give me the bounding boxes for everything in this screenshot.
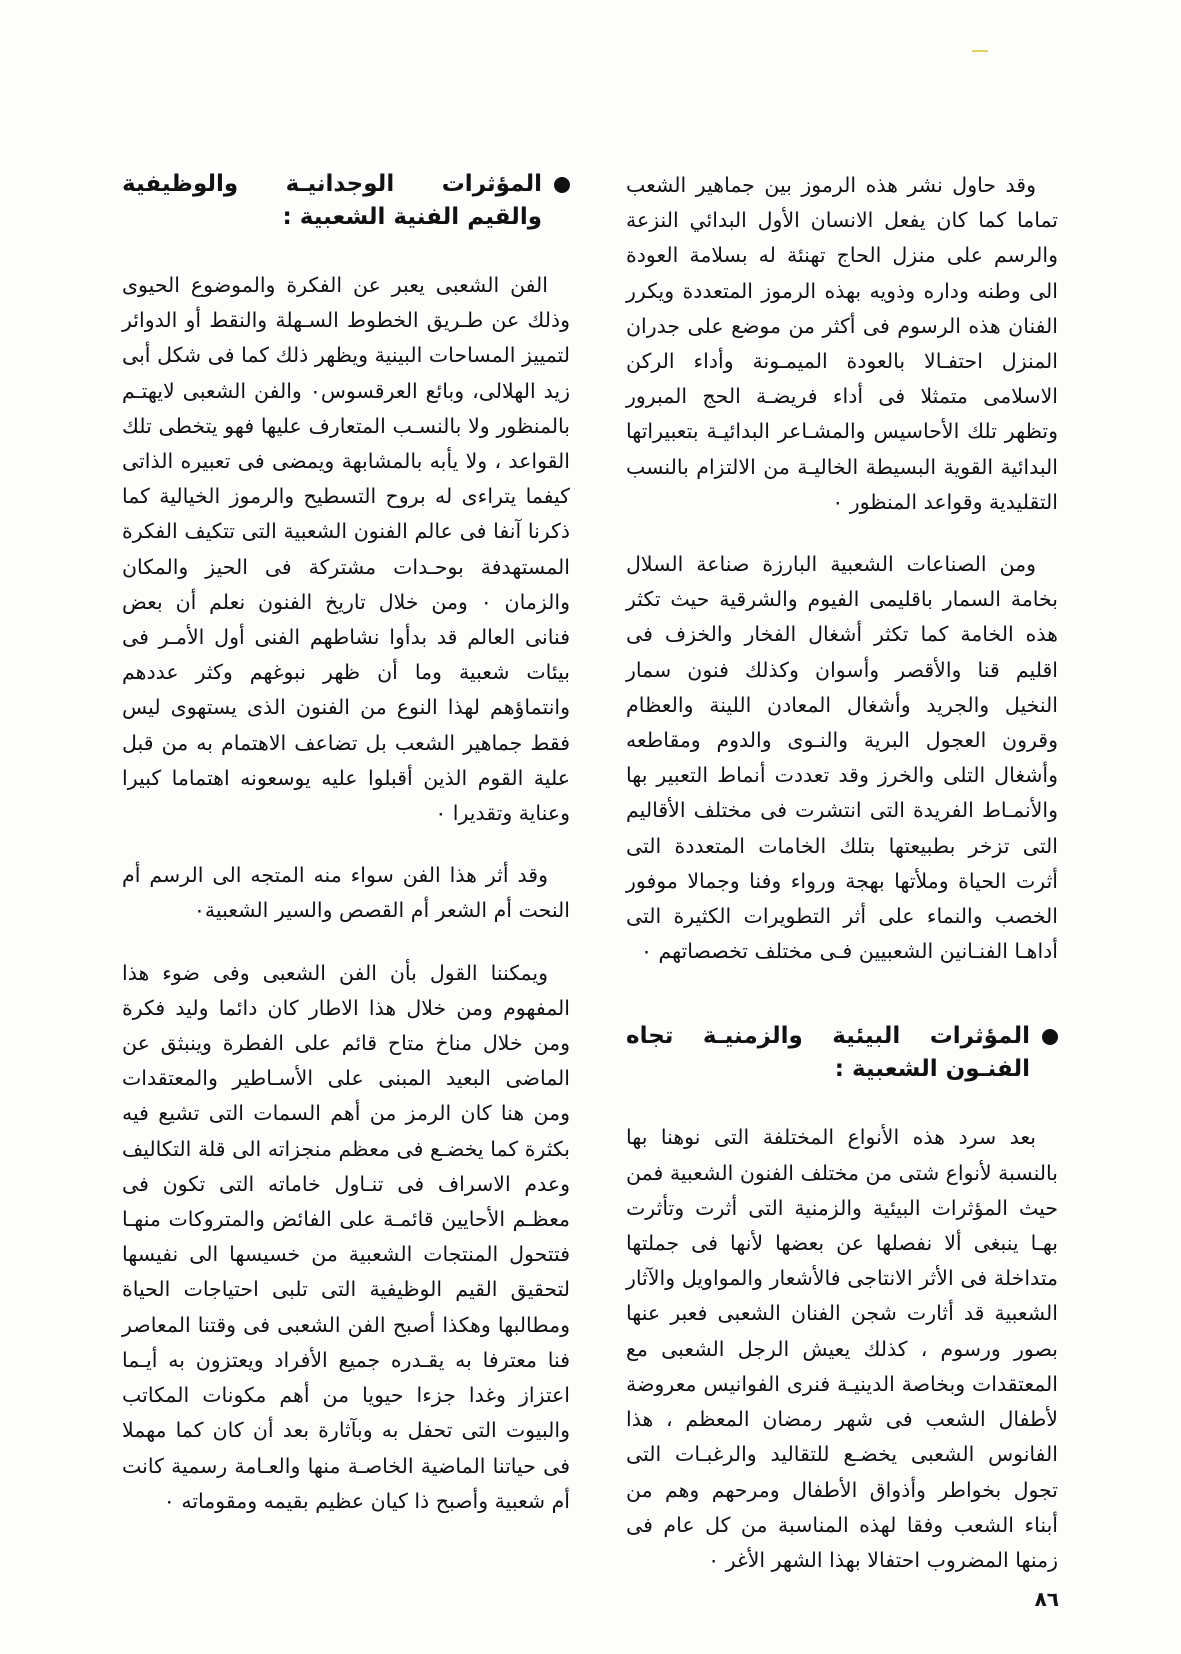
right-column: [626, 168, 1058, 1605]
left-paragraph-1: الفن الشعبى يعبر عن الفكرة والموضوع الحيوى وذلك عن طـريق الخطوط السـهلة والنقط أو الدوائر لتمييز المساحات البينية ويظهر ذلك كما فى شكل أبى زيد الهلالى، وبائع العرقسوس٠ والفن الشعبى لايهتـم بالمنظور ولا بالنسـب المتعارف عليها فهو يتخطى تلك القواعد ، ولا يأبه بالمشابهة ويمضى فى تعبيره الذاتى كيفما يتراءى له بروح التسطيح والرموز الخيالية كما ذكرنا آنفا فى عالم الفنون الشعبية التى تتكيف الفكرة المستهدفة بوحـدات مشتركة فى الحيز والمكان والزمان ٠ ومن خلال تاريخ الفنون نعلم أن بعض فنانى العالم قد بدأوا نشاطهم الفنى أول الأمـر فى بيئات شعبية وما أن ظهر نبوغهم وكثر عددهم وانتماؤهم لهذا النوع من الفنون الذى يستهوى ليس فقط جماهير الشعب بل تضاعف الاهتمام به من قبل علية القوم الذين أقبلوا عليه يوسعونه اهتماما كبيرا وعناية وتقديرا ٠: [122, 273, 570, 826]
section-heading-emotional: [122, 168, 570, 234]
section-heading-environmental: [626, 1020, 1058, 1086]
page-number: ٨٦: [1034, 1587, 1059, 1611]
bullet-icon: [1042, 1029, 1058, 1045]
right-paragraph-1: وقد حاول نشر هذه الرموز بين جماهير الشعب تماما كما كان يفعل الانسان الأول البدائي النزعة والرسم على منزل الحاج تهنئة له بسلامة العودة الى وطنه وداره وذويه بهذه الرموز المتعددة ويكرر الفنان هذه الرسوم فى أكثر من موضع على جدران المنزل احتفـالا بالعودة الميمـونة وأداء الركن الاسلامى متمثلا فى أداء فريضـة الحج المبرور وتظهر تلك الأحاسيس والمشـاعر البدائيـة بتعبيراتها البدائية القوية البسيطة الخاليـة من الالتزام بالنسب التقليدية وقواعد المنظور ٠: [626, 173, 1058, 514]
ink-speck: [972, 50, 988, 52]
right-paragraph-3: بعد سرد هذه الأنواع المختلفة التى نوهنا بها بالنسبة لأنواع شتى من مختلف الفنون الشعبية فمن حيث المؤثرات البيئية والزمنية التى أثرت وتأثرت بهـا ينبغى ألا نفصلها عن بعضها لأنها فى جملتها متداخلة فى الأثر الانتاجى فالأشعار والمواويل والآثار الشعبية قد أثارت شجن الفنان الشعبى فعبر عنها بصور ورسوم ، كذلك يعيش الرجل الشعبى مع المعتقدات وبخاصة الدينيـة فنرى الفوانيس معروضة لأطفال الشعب فى شهر رمضان المعظم ، هذا الفانوس الشعبى يخضـع للتقاليد والرغبـات التى تجول بخواطر وأذواق الأطفال ومرحهم وهم من أبناء الشعب وفقا لهذه المناسبة من كل عام فى زمنها المضروب احتفالا بهذا الشهر الأغر ٠: [626, 1125, 1058, 1572]
section-heading-text: المؤثرات البيئية والزمنيـة تجاه الفنـون الشعبية :: [626, 1023, 1030, 1083]
left-paragraph-2: وقد أثر هذا الفن سواء منه المتجه الى الرسم أم النحت أم الشعر أم القصص والسير الشعبية٠: [122, 863, 570, 923]
section-heading-text: المؤثرات الوجدانيـة والوظيفية والقيم الفنية الشعبية :: [122, 171, 542, 230]
right-paragraph-2: ومن الصناعات الشعبية البارزة صناعة السلال بخامة السمار باقليمى الفيوم والشرقية حيث تكثر هذه الخامة كما تكثر أشغال الفخار والخزف فى اقليم قنا والأقصر وأسوان وكذلك فنون سمار النخيل والجريد وأشغال المعادن اللينة والعظام وقرون العجول البرية والنـوى والدوم ومقاطعه وأشغال التلى والخرز وقد تعددت أنماط التعبير بها والأنمـاط الفريدة التى انتشرت فى مختلف الأقاليم التى تزخر بطبيعتها بتلك الخامات المتعددة التى أثرت الحياة وملأتها بهجة ورواء وفنا وجمالا موفور الخصب والنماء على أثر التطويرات الكثيرة التى أداهـا الفنـانين الشعبيين فـى مختلف تخصصاتهم ٠: [626, 552, 1058, 964]
left-paragraph-3: ويمكننا القول بأن الفن الشعبى وفى ضوء هذا المفهوم ومن خلال هذا الاطار كان دائما وليد فكرة ومن خلال مناخ متاح قائم على الفطرة وينبثق عن الماضى البعيد المبنى على الأسـاطير والمعتقدات ومن هنا كان الرمز من أهم السمات التى تشيع فيه بكثرة كما يخضـع فى معظم منجزاته الى قلة التكاليف وعدم الاسراف فى تنـاول خاماته التى تكون فى معظـم الأحايين قائمـة على الفائض والمتروكات منهـا فتتحول المنتجات الشعبية من خسيسها الى نفيسها لتحقيق القيم الوظيفية التى تلبى احتياجات الحياة ومطالبها وهكذا أصبح الفن الشعبى فى وقتنا المعاصر فنا معترفا به يقـدره جميع الأفراد ويعتزون به أيـما اعتزاز وغدا جزءا حيويا من أهم مكونات المكاتب والبيوت التى تحفل به وبآثارة بعد أن كان كما مهملا فى حياتنا الماضية الخاصـة منها والعـامة رسمية كانت أم شعبية وأصبح ذا كيان عظيم بقيمه ومقوماته ٠: [122, 960, 570, 1513]
section-gap: [626, 996, 1058, 1020]
bullet-icon: [554, 177, 570, 193]
left-column: [122, 168, 570, 1546]
